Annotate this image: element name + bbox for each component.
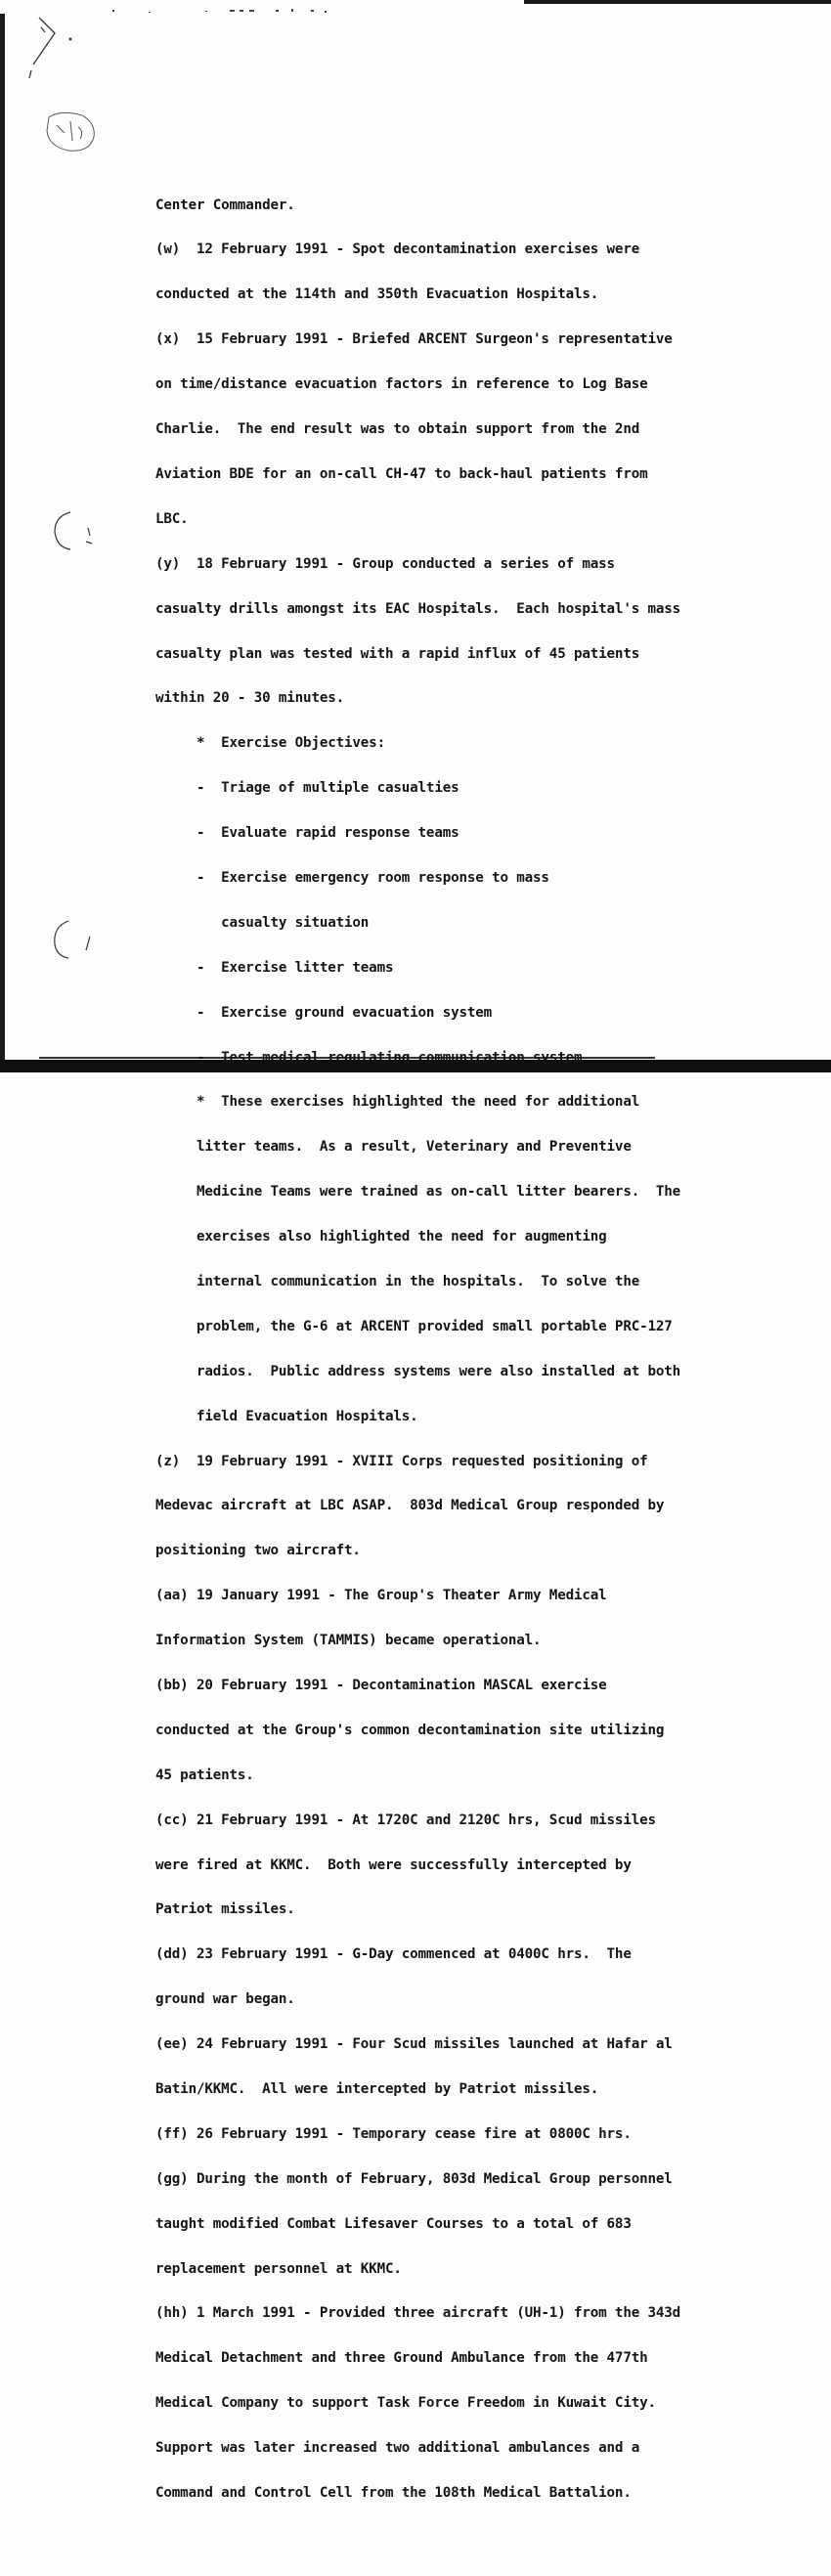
- text-line: Medical Detachment and three Ground Ambulance from the 477th: [155, 2350, 648, 2367]
- text-line: (bb) 20 February 1991 - Decontamination MASCAL exercise: [155, 1677, 607, 1693]
- text-line: litter teams. As a result, Veterinary and Preventive: [155, 1139, 632, 1156]
- text-line: conducted at the Group's common decontamination site utilizing: [155, 1722, 665, 1738]
- text-line: 45 patients.: [155, 1767, 254, 1783]
- text-line: Center Commander.: [155, 196, 295, 213]
- text-line: - Exercise litter teams: [155, 959, 394, 976]
- text-line: conducted at the 114th and 350th Evacuation Hospitals.: [155, 286, 599, 303]
- text-line: ground war began.: [155, 1991, 295, 2008]
- text-line: - Triage of multiple casualties: [155, 780, 459, 797]
- margin-bracket-low: [55, 921, 90, 958]
- text-line: casualty plan was tested with a rapid influx of 45 patients: [155, 645, 640, 662]
- text-line: taught modified Combat Lifesaver Courses to a total of 683: [155, 2215, 632, 2232]
- text-line: radios. Public address systems were also installed at both: [155, 1363, 681, 1379]
- text-line: within 20 - 30 minutes.: [155, 690, 345, 707]
- text-line: Patriot missiles.: [155, 1901, 295, 1918]
- text-line: (y) 18 February 1991 - Group conducted a series of mass: [155, 555, 615, 572]
- text-line: on time/distance evacuation factors in reference to Log Base: [155, 376, 648, 393]
- text-line: Aviation BDE for an on-call CH-47 to back-haul patients from: [155, 465, 648, 482]
- text-line: - Exercise ground evacuation system: [155, 1004, 493, 1021]
- text-line: problem, the G-6 at ARCENT provided small portable PRC-127: [155, 1318, 673, 1334]
- text-line: Support was later increased two additional ambulances and a: [155, 2440, 640, 2457]
- text-line: (z) 19 February 1991 - XVIII Corps requested positioning of: [155, 1453, 648, 1469]
- text-line: Medevac aircraft at LBC ASAP. 803d Medical Group responded by: [155, 1498, 665, 1514]
- text-line: (ee) 24 February 1991 - Four Scud missiles launched at Hafar al: [155, 2036, 673, 2053]
- document-body: [155, 168, 801, 2576]
- text-line: (cc) 21 February 1991 - At 1720C and 2120C hrs, Scud missiles: [155, 1812, 656, 1828]
- text-line: (aa) 19 January 1991 - The Group's Theater Army Medical: [155, 1588, 607, 1604]
- text-line: * Exercise Objectives:: [155, 735, 385, 752]
- text-line: (gg) During the month of February, 803d Medical Group personnel: [155, 2170, 673, 2187]
- text-line: [155, 2531, 801, 2546]
- text-line: Batin/KKMC. All were intercepted by Patriot missiles.: [155, 2081, 599, 2097]
- text-line: replacement personnel at KKMC.: [155, 2260, 402, 2277]
- text-line: internal communication in the hospitals. To solve the: [155, 1273, 640, 1289]
- text-line: * These exercises highlighted the need for additional: [155, 1094, 640, 1111]
- text-line: (w) 12 February 1991 - Spot decontamination exercises were: [155, 241, 640, 258]
- top-specks: [112, 9, 327, 13]
- text-line: Medicine Teams were trained as on-call litter bearers. The: [155, 1184, 681, 1201]
- text-line: (dd) 23 February 1991 - G-Day commenced at 0400C hrs. The: [155, 1946, 632, 1963]
- text-line: (x) 15 February 1991 - Briefed ARCENT Surgeon's representative: [155, 331, 673, 348]
- text-line: Command and Control Cell from the 108th Medical Battalion.: [155, 2485, 632, 2502]
- text-line: were fired at KKMC. Both were successfully intercepted by: [155, 1856, 632, 1873]
- text-line: positioning two aircraft.: [155, 1543, 361, 1559]
- text-line: (hh) 1 March 1991 - Provided three aircraft (UH-1) from the 343d: [155, 2305, 681, 2322]
- stamp-scribble: [47, 112, 94, 151]
- text-line: Charlie. The end result was to obtain support from the 2nd: [155, 421, 640, 438]
- text-line: Medical Company to support Task Force Freedom in Kuwait City.: [155, 2395, 656, 2412]
- handwritten-mark-top: [29, 18, 71, 78]
- text-line: exercises also highlighted the need for augmenting: [155, 1229, 607, 1245]
- text-line: casualty situation: [155, 914, 370, 931]
- text-line: Information System (TAMMIS) became operational.: [155, 1633, 542, 1649]
- text-line: LBC.: [155, 510, 189, 527]
- text-line: - Test medical regulating communication system: [155, 1049, 583, 1066]
- text-line: - Exercise emergency room response to mass: [155, 869, 549, 886]
- text-line: casualty drills amongst its EAC Hospitals. Each hospital's mass: [155, 600, 681, 617]
- text-line: field Evacuation Hospitals.: [155, 1408, 418, 1424]
- text-line: - Evaluate rapid response teams: [155, 825, 459, 842]
- text-line: (ff) 26 February 1991 - Temporary cease fire at 0800C hrs.: [155, 2125, 632, 2142]
- margin-bracket-mid: [55, 512, 92, 549]
